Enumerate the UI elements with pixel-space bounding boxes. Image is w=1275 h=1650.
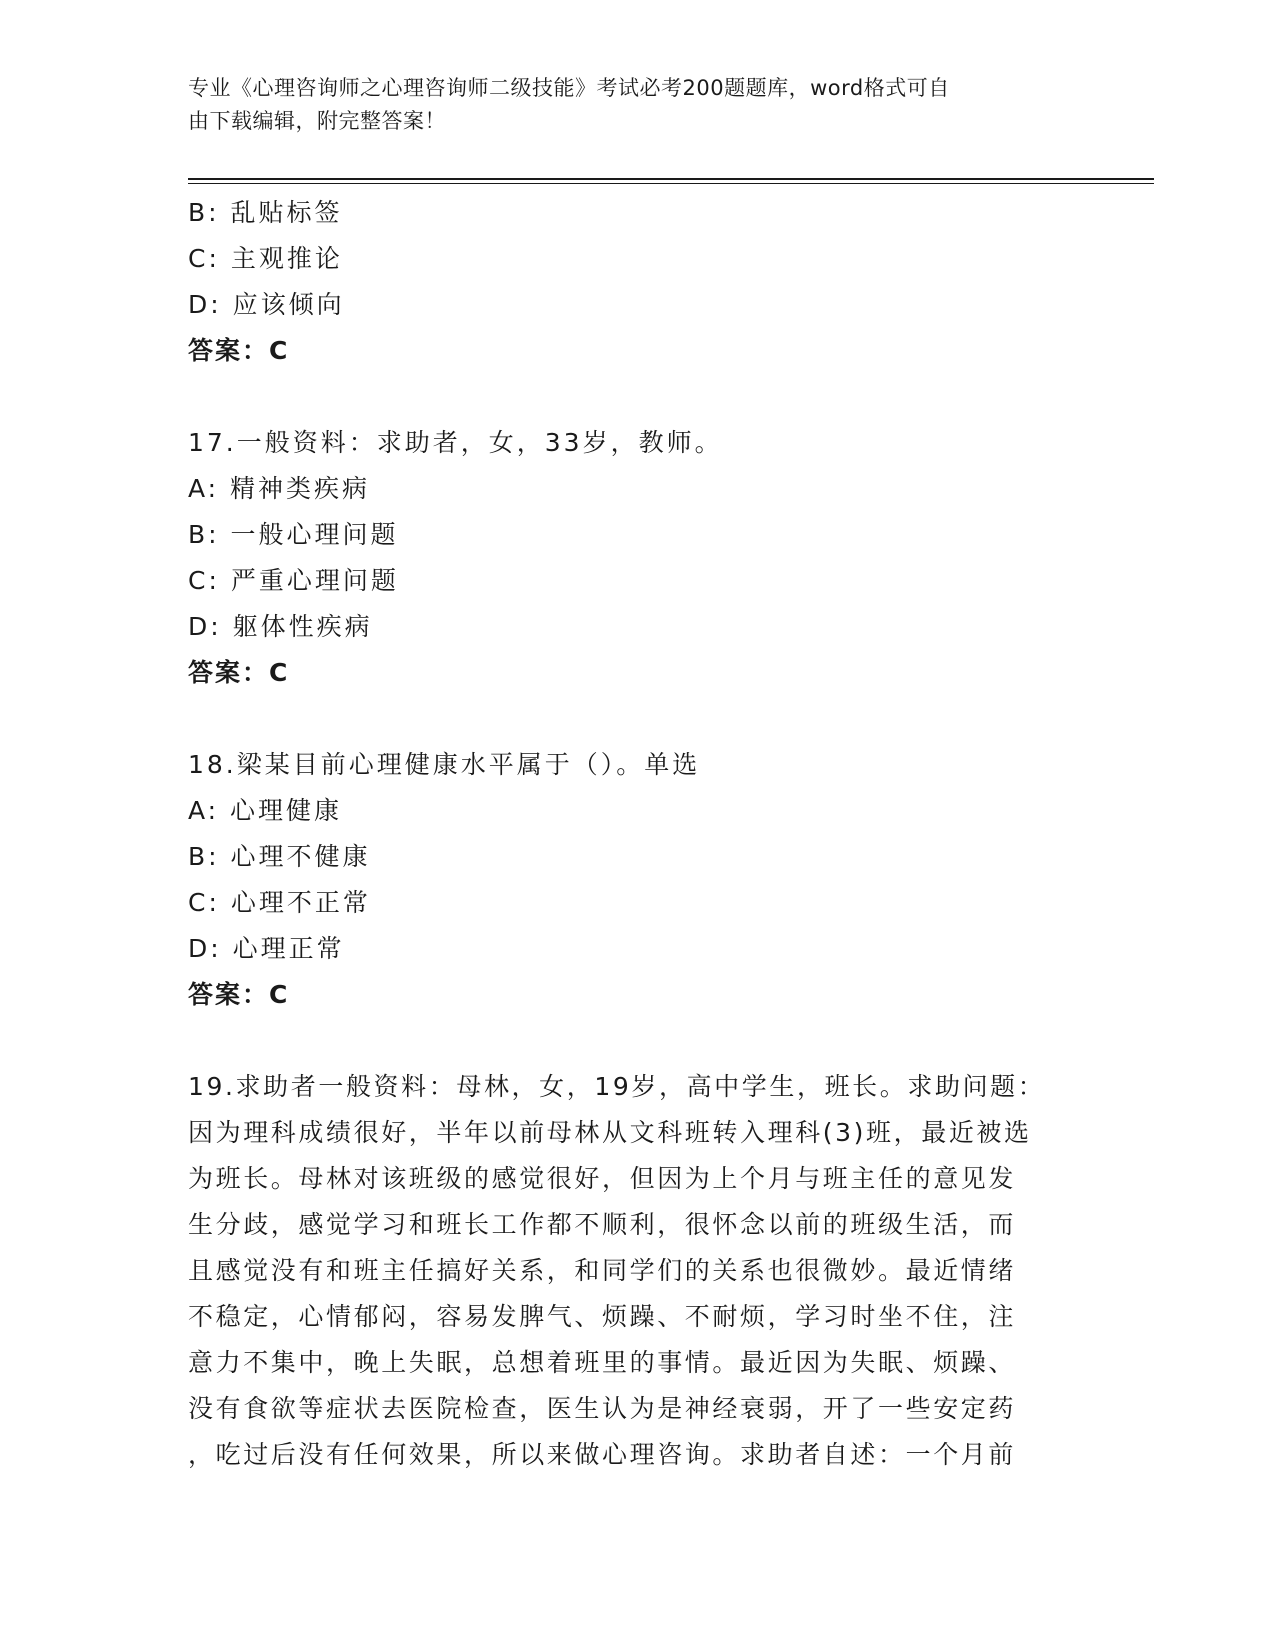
question-text-line: 且感觉没有和班主任搞好关系，和同学们的关系也很微妙。最近情绪: [188, 1256, 1017, 1285]
question-text-line: 生分歧，感觉学习和班长工作都不顺利，很怀念以前的班级生活，而: [188, 1210, 1017, 1239]
question-16-options: [188, 190, 1078, 374]
question-19: [188, 1064, 1078, 1478]
answer: 答案：C: [188, 336, 290, 365]
question-18: [188, 742, 1078, 1018]
question-text-line: 因为理科成绩很好，半年以前母林从文科班转入理科(3)班，最近被选: [188, 1118, 1032, 1147]
option-c: C: 心理不正常: [188, 888, 371, 917]
question-text-line: 意力不集中，晚上失眠，总想着班里的事情。最近因为失眠、烦躁、: [188, 1348, 1017, 1377]
option-d: D: 心理正常: [188, 934, 345, 963]
header-divider-thick: [188, 178, 1154, 180]
question-text-line: 19.求助者一般资料：母林，女，19岁，高中学生，班长。求助问题：: [188, 1072, 1046, 1101]
answer: 答案：C: [188, 980, 290, 1009]
option-a: A: 精神类疾病: [188, 474, 371, 503]
answer: 答案：C: [188, 658, 290, 687]
header-line-1: 专业《心理咨询师之心理咨询师二级技能》考试必考200题题库，word格式可自: [188, 76, 950, 100]
question-17: [188, 420, 1078, 696]
option-b: B: 乱贴标签: [188, 198, 343, 227]
spacer: [188, 374, 1078, 420]
question-stem: 17.一般资料：求助者，女，33岁，教师。: [188, 428, 723, 457]
option-d: D: 应该倾向: [188, 290, 345, 319]
document-body: [188, 190, 1078, 1478]
question-text-line: 不稳定，心情郁闷，容易发脾气、烦躁、不耐烦，学习时坐不住，注: [188, 1302, 1017, 1331]
option-c: C: 主观推论: [188, 244, 343, 273]
option-c: C: 严重心理问题: [188, 566, 399, 595]
question-text-line: 没有食欲等症状去医院检查，医生认为是神经衰弱，开了一些安定药: [188, 1394, 1017, 1423]
question-text-line: ，吃过后没有任何效果，所以来做心理咨询。求助者自述：一个月前: [188, 1440, 1017, 1469]
option-a: A: 心理健康: [188, 796, 343, 825]
question-text-line: 为班长。母林对该班级的感觉很好，但因为上个月与班主任的意见发: [188, 1164, 1017, 1193]
header-divider-thin: [188, 183, 1154, 184]
header-line-2: 由下载编辑，附完整答案！: [188, 109, 446, 133]
spacer: [188, 696, 1078, 742]
option-b: B: 一般心理问题: [188, 520, 399, 549]
document-header: [188, 72, 1068, 138]
spacer: [188, 1018, 1078, 1064]
option-d: D: 躯体性疾病: [188, 612, 373, 641]
option-b: B: 心理不健康: [188, 842, 371, 871]
question-stem: 18.梁某目前心理健康水平属于（）。单选: [188, 750, 701, 779]
